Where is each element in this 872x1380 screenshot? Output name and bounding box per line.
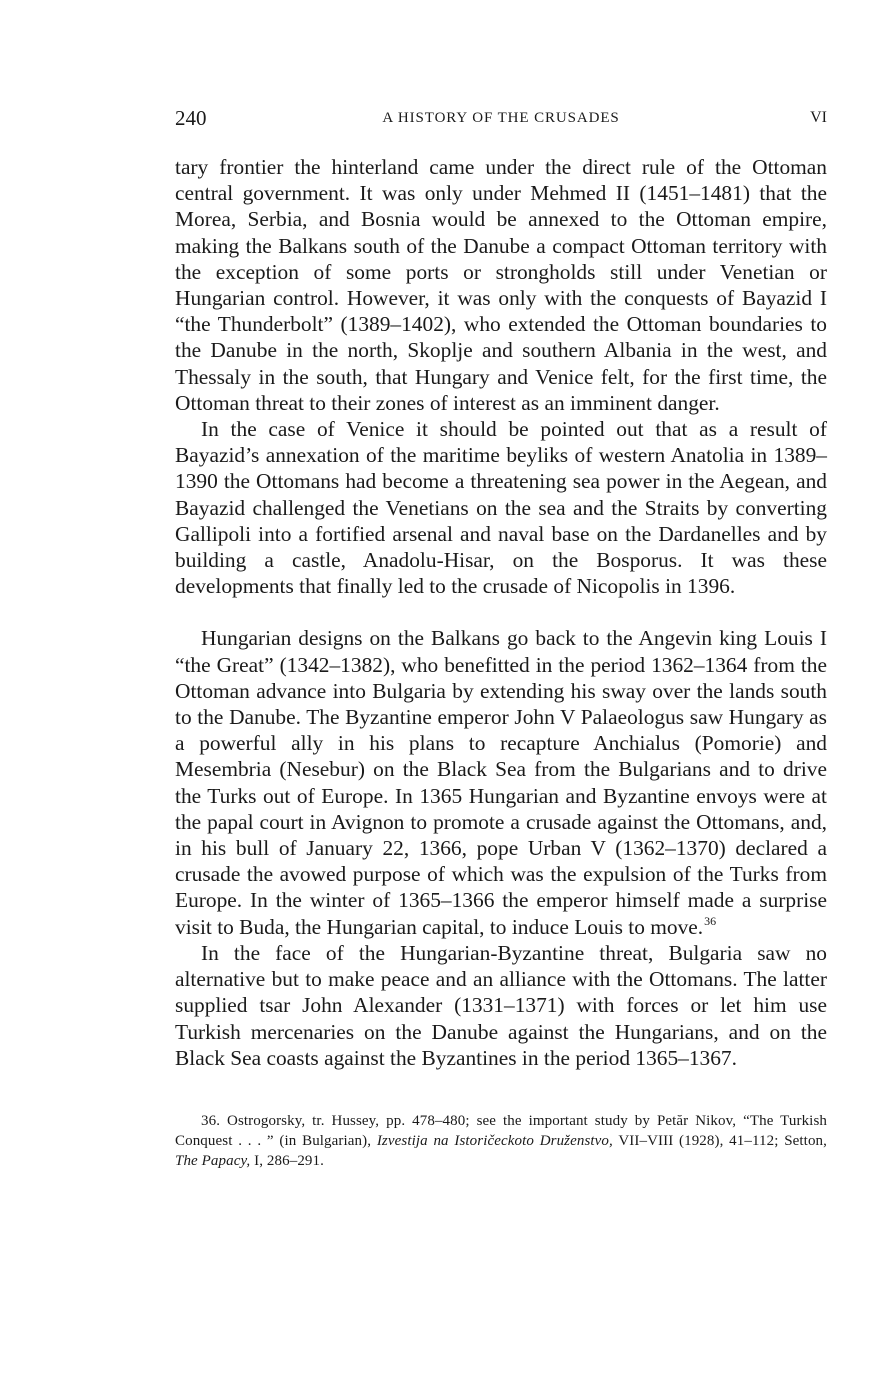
paragraph-3 [175,625,827,939]
footnote-number: 36. [201,1112,221,1129]
page-number: 240 [175,106,207,130]
footnote-text-1: Ostrogorsky, tr. Hussey, pp. 478–480; see the important study by Petăr Nikov, “The Turkish Conquest . . . ” (in Bulgarian), [175,1112,827,1149]
book-title: A HISTORY OF THE CRUSADES [382,110,620,126]
footnote-reference[interactable]: 36 [704,913,717,928]
paragraph-1: tary frontier the hinterland came under the direct rule of the Ottoman central government. It was only under Mehmed II (1451–1481) that the Morea, Serbia, and Bosnia would be annexed to the Ottoman empire, making the Balkans south of the Danube a compact Ottoman territory with the exception of some ports or strongholds still under Venetian or Hungarian control. However, it was only with the conquests of Bayazid I “the Thunderbolt” (1389–1402), who extended the Ottoman boundaries to the Danube in the north, Skoplje and southern Albania in the west, and Thessaly in the south, that Hungary and Venice felt, for the first time, the Ottoman threat to their zones of interest as an imminent danger. [175,155,827,415]
book-page [175,100,827,1171]
footnote-title-2: The Papacy, [175,1152,251,1169]
footnote-title-1: Izvestija na Istoričeckoto Druženstvo, [376,1132,613,1149]
section-break [175,599,827,625]
footnote-text-2: VII–VIII (1928), 41–112; Setton, [618,1132,827,1149]
volume-number: VI [810,109,827,126]
body-text [175,154,827,1071]
running-header [175,100,827,140]
footnote-text-3: I, 286–291. [254,1152,324,1169]
paragraph-4: In the face of the Hungarian-Byzantine threat, Bulgaria saw no alternative but to make peace and an alliance with the Ottomans. The latter supplied tsar John Alexander (1331–1371) with forces or let him use Turkish mercenaries on the Danube against the Hungarians, and on the Black Sea coasts against the Byzantines in the period 1365–1367. [175,940,827,1070]
footnote-36 [175,1111,827,1171]
paragraph-2: In the case of Venice it should be pointed out that as a result of Bayazid’s annexation of the maritime beyliks of western Anatolia in 1389–1390 the Ottomans had become a threatening sea power in the Aegean, and Bayazid challenged the Venetians on the sea and the Straits by converting Gallipoli into a fortified arsenal and naval base on the Dardanelles and by building a castle, Anadolu-Hisar, on the Bosporus. It was these developments that finally led to the crusade of Nicopolis in 1396. [175,417,827,599]
paragraph-3-text: Hungarian designs on the Balkans go back to the Angevin king Louis I “the Great” (1342–1382), who benefitted in the period 1362–1364 from the Ottoman advance into Bulgaria by extending his sway over the lands south to the Danube. The Byzantine emperor John V Palaeologus saw Hungary as a powerful ally in his plans to recapture Anchialus (Pomorie) and Mesembria (Nesebur) on the Black Sea from the Bulgarians and to drive the Turks out of Europe. In 1365 Hungarian and Byzantine envoys were at the papal court in Avignon to promote a crusade against the Ottomans, and, in his bull of January 22, 1366, pope Urban V (1362–1370) declared a crusade the avowed purpose of which was the expulsion of the Turks from Europe. In the winter of 1365–1366 the emperor himself made a surprise visit to Buda, the Hungarian capital, to induce Louis to move. [175,626,827,939]
